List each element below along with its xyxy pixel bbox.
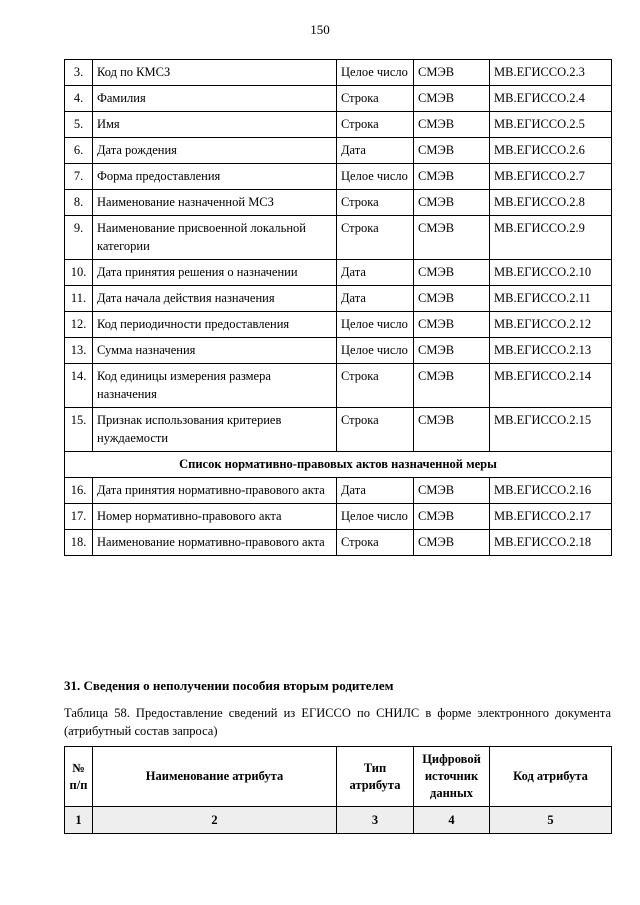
attribute-code: МВ.ЕГИССО.2.15 (490, 408, 612, 452)
table-row (65, 164, 612, 190)
row-number: 3. (65, 60, 93, 86)
data-source: СМЭВ (414, 138, 490, 164)
column-number: 5 (490, 807, 612, 834)
column-number: 1 (65, 807, 93, 834)
section-header: Список нормативно-правовых актов назначенной меры (65, 452, 612, 478)
data-source: СМЭВ (414, 504, 490, 530)
attribute-code: МВ.ЕГИССО.2.7 (490, 164, 612, 190)
attribute-code: МВ.ЕГИССО.2.13 (490, 338, 612, 364)
table-row (65, 112, 612, 138)
table-row (65, 260, 612, 286)
attribute-type: Строка (337, 216, 414, 260)
attribute-type: Целое число (337, 504, 414, 530)
attribute-code: МВ.ЕГИССО.2.5 (490, 112, 612, 138)
attribute-name: Код периодичности предоставления (93, 312, 337, 338)
attribute-code: МВ.ЕГИССО.2.10 (490, 260, 612, 286)
attribute-name: Код единицы измерения размера назначения (93, 364, 337, 408)
attribute-type: Строка (337, 86, 414, 112)
attribute-name: Сумма назначения (93, 338, 337, 364)
header-cell-number: № п/п (65, 747, 93, 807)
attribute-name: Код по КМСЗ (93, 60, 337, 86)
attribute-type: Строка (337, 530, 414, 556)
attribute-type: Строка (337, 112, 414, 138)
header-cell-data-source: Цифровой источник данных (414, 747, 490, 807)
row-number: 6. (65, 138, 93, 164)
table-row (65, 408, 612, 452)
attribute-name: Дата принятия решения о назначении (93, 260, 337, 286)
row-number: 4. (65, 86, 93, 112)
attribute-code: МВ.ЕГИССО.2.4 (490, 86, 612, 112)
attribute-name: Наименование назначенной МСЗ (93, 190, 337, 216)
data-source: СМЭВ (414, 86, 490, 112)
data-source: СМЭВ (414, 286, 490, 312)
attribute-type: Дата (337, 260, 414, 286)
attribute-name: Наименование присвоенной локальной категории (93, 216, 337, 260)
attribute-name: Наименование нормативно-правового акта (93, 530, 337, 556)
table-caption: Таблица 58. Предоставление сведений из ЕГИССО по СНИЛС в форме электронного документа (атрибутный состав запроса) (64, 706, 611, 738)
attribute-code: МВ.ЕГИССО.2.6 (490, 138, 612, 164)
row-number: 10. (65, 260, 93, 286)
attribute-code: МВ.ЕГИССО.2.9 (490, 216, 612, 260)
attribute-code: МВ.ЕГИССО.2.11 (490, 286, 612, 312)
table-row (65, 338, 612, 364)
table-row (65, 216, 612, 260)
attribute-name: Дата рождения (93, 138, 337, 164)
column-number: 3 (337, 807, 414, 834)
attribute-type: Строка (337, 408, 414, 452)
column-number: 2 (93, 807, 337, 834)
attribute-code: МВ.ЕГИССО.2.8 (490, 190, 612, 216)
data-source: СМЭВ (414, 478, 490, 504)
data-source: СМЭВ (414, 338, 490, 364)
table-row (65, 60, 612, 86)
attribute-code: МВ.ЕГИССО.2.16 (490, 478, 612, 504)
page-number: 150 (310, 22, 330, 37)
attribute-type: Дата (337, 286, 414, 312)
column-number: 4 (414, 807, 490, 834)
attribute-type: Целое число (337, 164, 414, 190)
table-row (65, 504, 612, 530)
data-source: СМЭВ (414, 312, 490, 338)
table-row (65, 190, 612, 216)
header-row (65, 747, 612, 807)
column-number-row (65, 807, 612, 834)
table-row (65, 530, 612, 556)
attribute-name: Дата принятия нормативно-правового акта (93, 478, 337, 504)
data-source: СМЭВ (414, 112, 490, 138)
row-number: 16. (65, 478, 93, 504)
attribute-name: Признак использования критериев нуждаемости (93, 408, 337, 452)
table-row (65, 478, 612, 504)
row-number: 7. (65, 164, 93, 190)
section-header-row (65, 452, 612, 478)
attribute-table (64, 59, 612, 556)
data-source: СМЭВ (414, 364, 490, 408)
table-row (65, 138, 612, 164)
attribute-type: Целое число (337, 312, 414, 338)
attribute-code: МВ.ЕГИССО.2.14 (490, 364, 612, 408)
row-number: 12. (65, 312, 93, 338)
table-row (65, 86, 612, 112)
attribute-code: МВ.ЕГИССО.2.12 (490, 312, 612, 338)
data-source: СМЭВ (414, 530, 490, 556)
row-number: 5. (65, 112, 93, 138)
table-58-header (64, 746, 612, 834)
attribute-name: Фамилия (93, 86, 337, 112)
attribute-name: Номер нормативно-правового акта (93, 504, 337, 530)
data-source: СМЭВ (414, 260, 490, 286)
row-number: 13. (65, 338, 93, 364)
header-cell-attribute-code: Код атрибута (490, 747, 612, 807)
data-source: СМЭВ (414, 164, 490, 190)
row-number: 14. (65, 364, 93, 408)
attribute-type: Дата (337, 138, 414, 164)
row-number: 17. (65, 504, 93, 530)
attribute-code: МВ.ЕГИССО.2.18 (490, 530, 612, 556)
attribute-type: Целое число (337, 338, 414, 364)
attribute-name: Форма предоставления (93, 164, 337, 190)
row-number: 11. (65, 286, 93, 312)
section-heading: 31. Сведения о неполучении пособия вторым родителем (64, 678, 394, 693)
data-source: СМЭВ (414, 190, 490, 216)
row-number: 9. (65, 216, 93, 260)
attribute-type: Строка (337, 364, 414, 408)
header-cell-attribute-type: Тип атрибута (337, 747, 414, 807)
attribute-name: Имя (93, 112, 337, 138)
attribute-type: Целое число (337, 60, 414, 86)
table-row (65, 364, 612, 408)
attribute-type: Дата (337, 478, 414, 504)
data-source: СМЭВ (414, 216, 490, 260)
header-cell-attribute-name: Наименование атрибута (93, 747, 337, 807)
attribute-code: МВ.ЕГИССО.2.3 (490, 60, 612, 86)
row-number: 8. (65, 190, 93, 216)
row-number: 15. (65, 408, 93, 452)
table-row (65, 286, 612, 312)
data-source: СМЭВ (414, 60, 490, 86)
table-row (65, 312, 612, 338)
data-source: СМЭВ (414, 408, 490, 452)
attribute-code: МВ.ЕГИССО.2.17 (490, 504, 612, 530)
attribute-type: Строка (337, 190, 414, 216)
row-number: 18. (65, 530, 93, 556)
attribute-name: Дата начала действия назначения (93, 286, 337, 312)
